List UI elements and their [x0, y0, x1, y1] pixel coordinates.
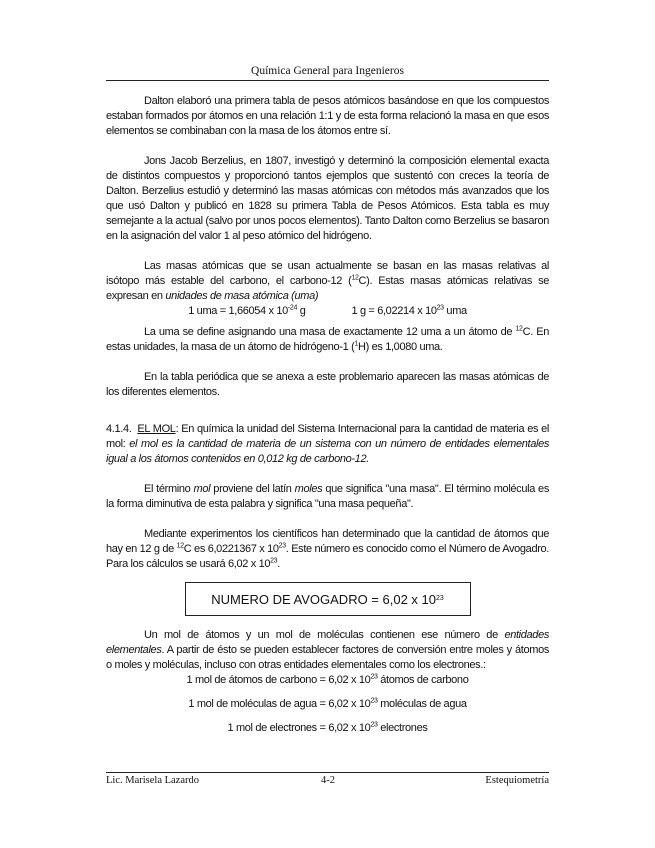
- text-run: . A partir de ésto se pueden establecer factores de conversión entre moles y átomos o moles y moléculas, incluso con otras entidades elementales como los electrones.:: [106, 644, 549, 671]
- avogadro-number-box: NUMERO DE AVOGADRO = 6,02 x 10 23: [185, 582, 471, 616]
- paragraph-entidades: [106, 628, 549, 673]
- equation-right: electrones: [377, 722, 428, 734]
- formula-left: 1 uma = 1,66054 x 10: [188, 305, 288, 317]
- unit: uma: [443, 305, 467, 317]
- italic-term: entidades elementales: [106, 629, 549, 656]
- footer-page-number: 4-2: [321, 775, 335, 786]
- italic-term: mol: [193, 483, 211, 495]
- text-run: : En química la unidad del Sistema Internacional para la cantidad de materia es el mol:: [106, 423, 549, 450]
- text-run: C. En estas unidades, la masa de un átomo de hidrógeno-1 (: [106, 326, 549, 353]
- text-run: .: [277, 558, 280, 570]
- running-header: Química General para Ingenieros: [251, 65, 404, 77]
- equation-carbono: [106, 673, 549, 688]
- text-run: Un mol de átomos y un mol de moléculas contienen ese número de: [144, 629, 505, 641]
- footer-rule: [106, 772, 549, 773]
- italic-term: unidades de masa atómica (uma): [165, 290, 319, 302]
- equation-agua: [106, 697, 549, 712]
- paragraph-termino-mol: [106, 482, 549, 512]
- exponent: 23: [370, 673, 378, 681]
- equation-right: moléculas de agua: [377, 698, 467, 710]
- header-rule: [106, 80, 549, 81]
- equation-electrones: [106, 721, 549, 736]
- superscript: 1: [354, 340, 358, 348]
- text-run: proviene del latín: [210, 483, 295, 495]
- box-text: NUMERO DE AVOGADRO = 6,02 x 10: [211, 591, 436, 607]
- exponent: 23: [436, 304, 444, 312]
- equation-left: 1 mol de electrones = 6,02 x 10: [227, 722, 371, 734]
- text-run: C). Estas masas atómicas relativas se expresan en: [106, 275, 549, 302]
- text-run: H) es 1,0080 uma.: [357, 341, 443, 353]
- paragraph-avogadro: [106, 527, 549, 572]
- text-run: El término: [144, 483, 194, 495]
- footer-author: Lic. Marisela Lazardo: [106, 775, 199, 786]
- equation-right: átomos de carbono: [377, 674, 469, 686]
- italic-definition: el mol es la cantidad de materia de un sistema con un número de entidades elementales igual a los átomos contenidos en 0,012 kg de carbono-12.: [106, 438, 550, 465]
- superscript: 12: [176, 542, 184, 550]
- text-run: C es 6,0221367 x 10: [183, 543, 279, 555]
- exponent: 23: [370, 721, 378, 729]
- equation-left: 1 mol de moléculas de agua = 6,02 x 10: [188, 698, 371, 710]
- text-run: Las masas atómicas que se usan actualmente se basan en las masas relativas al isótopo más estable del carbono, el carbono-12 (: [106, 260, 549, 287]
- paragraph-tabla-periodica: En la tabla periódica que se anexa a este problemario aparecen las masas atómicas de los diferentes elementos.: [106, 371, 549, 398]
- footer-chapter: Estequiometría: [485, 775, 549, 786]
- superscript: 12: [515, 325, 523, 333]
- exponent: -24: [287, 304, 297, 312]
- text-run: Mediante experimentos los científicos han determinado que la cantidad de átomos que hay en 12 g de: [106, 528, 549, 555]
- formula-right: 1 g = 6,02214 x 10: [351, 305, 437, 317]
- paragraph-uma-definicion: [106, 325, 549, 355]
- unit: g: [297, 305, 306, 317]
- paragraph-el-mol: [106, 422, 549, 467]
- text-run: que significa "una masa". El término molécula es la forma diminutiva de esta palabra y significa "una masa pequeña".: [106, 483, 549, 510]
- superscript: 23: [278, 542, 286, 550]
- italic-term: moles: [294, 483, 323, 495]
- page-body: [106, 94, 549, 736]
- paragraph-masas-atomicas: [106, 259, 549, 304]
- paragraph-dalton: Dalton elaboró una primera tabla de pesos atómicos basándose en que los compuestos estaban formados por átomos en una relación 1:1 y de esta forma relacionó la masa en que esos elementos se combinaban con la masa de los átomos entre sí.: [106, 95, 549, 137]
- exponent: 23: [370, 697, 378, 705]
- formula-uma: [106, 304, 549, 319]
- equation-left: 1 mol de átomos de carbono = 6,02 x 10: [186, 674, 371, 686]
- section-term: EL MOL: [137, 423, 176, 435]
- superscript: 12: [351, 274, 359, 282]
- section-number: 4.1.4.: [106, 423, 132, 435]
- text-run: La uma se define asignando una masa de exactamente 12 uma a un átomo de: [144, 326, 516, 338]
- paragraph-berzelius: Jons Jacob Berzelius, en 1807, investigó y determinó la composición elemental exacta de distintos compuestos y proporcionó tantos ejemplos que sustentó con creces la teoría de Dalton. Berzelius estudió y determinó las masas atómicas con métodos más avanzados que los que usó Dalton y publicó en 1828 su primera Tabla de Pesos Atómicos. Esta tabla es muy semejante a la actual (salvo por unos pocos elementos). Tanto Dalton como Berzelius se basaron en la asignación del valor 1 al peso atómico del hidrógeno.: [106, 155, 549, 242]
- superscript: 23: [270, 557, 278, 565]
- text-run: . Este número es conocido como el Número de Avogadro. Para los cálculos se usará 6,02 x 10: [106, 543, 549, 570]
